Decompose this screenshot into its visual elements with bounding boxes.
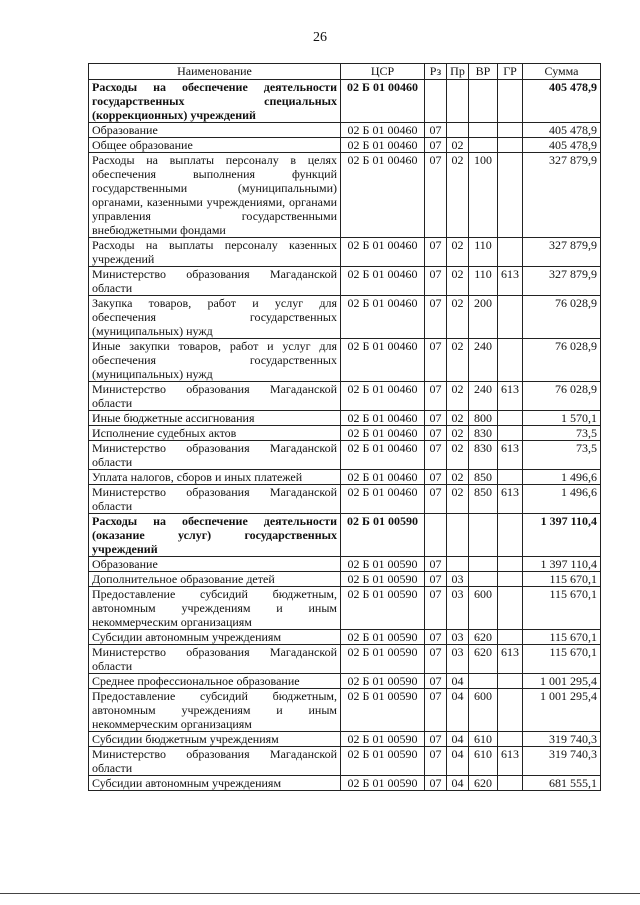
row-pr-cell: 03 <box>447 630 469 645</box>
row-rz-cell: 07 <box>425 645 447 674</box>
row-vr-cell <box>469 674 498 689</box>
row-vr-cell: 610 <box>469 732 498 747</box>
row-gr-cell <box>498 296 523 339</box>
row-name-cell: Министерство образования Магаданской области <box>89 382 341 411</box>
row-gr-cell: 613 <box>498 485 523 514</box>
row-csr-cell: 02 Б 01 00590 <box>341 776 425 791</box>
table-row <box>89 645 601 674</box>
row-name-cell: Среднее профессиональное образование <box>89 674 341 689</box>
row-rz-cell <box>425 514 447 557</box>
row-csr-cell: 02 Б 01 00460 <box>341 267 425 296</box>
row-name-cell: Расходы на выплаты персоналу в целях обеспечения выполнения функций государственными (муниципальными) органами, казенными учреждениями, органами управления государственными внебюджетными фондами <box>89 153 341 238</box>
row-rz-cell: 07 <box>425 674 447 689</box>
row-sum-cell: 405 478,9 <box>523 123 601 138</box>
table-row <box>89 339 601 382</box>
table-row <box>89 572 601 587</box>
row-csr-cell: 02 Б 01 00590 <box>341 514 425 557</box>
row-name-cell: Министерство образования Магаданской области <box>89 267 341 296</box>
row-rz-cell: 07 <box>425 732 447 747</box>
row-csr-cell: 02 Б 01 00590 <box>341 557 425 572</box>
row-name-cell: Иные закупки товаров, работ и услуг для обеспечения государственных (муниципальных) нужд <box>89 339 341 382</box>
row-csr-cell: 02 Б 01 00460 <box>341 485 425 514</box>
row-rz-cell: 07 <box>425 747 447 776</box>
table-row <box>89 441 601 470</box>
table-row <box>89 747 601 776</box>
row-pr-cell <box>447 123 469 138</box>
row-csr-cell: 02 Б 01 00590 <box>341 587 425 630</box>
row-csr-cell: 02 Б 01 00460 <box>341 138 425 153</box>
row-sum-cell: 327 879,9 <box>523 267 601 296</box>
row-name-cell: Министерство образования Магаданской области <box>89 485 341 514</box>
table-row <box>89 267 601 296</box>
row-vr-cell: 600 <box>469 587 498 630</box>
row-gr-cell <box>498 426 523 441</box>
row-pr-cell: 02 <box>447 411 469 426</box>
row-rz-cell: 07 <box>425 153 447 238</box>
row-pr-cell: 03 <box>447 587 469 630</box>
row-name-cell: Иные бюджетные ассигнования <box>89 411 341 426</box>
row-gr-cell: 613 <box>498 382 523 411</box>
row-sum-cell: 319 740,3 <box>523 732 601 747</box>
row-gr-cell: 613 <box>498 267 523 296</box>
row-gr-cell <box>498 572 523 587</box>
row-rz-cell: 07 <box>425 382 447 411</box>
table-body <box>89 80 601 791</box>
row-name-cell: Министерство образования Магаданской области <box>89 441 341 470</box>
row-gr-cell <box>498 238 523 267</box>
row-csr-cell: 02 Б 01 00460 <box>341 238 425 267</box>
table-row <box>89 776 601 791</box>
row-sum-cell: 115 670,1 <box>523 572 601 587</box>
row-vr-cell: 240 <box>469 382 498 411</box>
row-vr-cell: 110 <box>469 238 498 267</box>
row-gr-cell <box>498 339 523 382</box>
row-gr-cell <box>498 470 523 485</box>
table-row <box>89 382 601 411</box>
row-vr-cell: 110 <box>469 267 498 296</box>
table-row <box>89 426 601 441</box>
row-sum-cell: 115 670,1 <box>523 645 601 674</box>
row-csr-cell: 02 Б 01 00460 <box>341 339 425 382</box>
row-rz-cell: 07 <box>425 238 447 267</box>
row-vr-cell: 850 <box>469 485 498 514</box>
row-name-cell: Уплата налогов, сборов и иных платежей <box>89 470 341 485</box>
row-name-cell: Министерство образования Магаданской области <box>89 747 341 776</box>
row-gr-cell <box>498 80 523 123</box>
row-sum-cell: 76 028,9 <box>523 382 601 411</box>
row-pr-cell: 04 <box>447 747 469 776</box>
row-csr-cell: 02 Б 01 00590 <box>341 630 425 645</box>
row-vr-cell <box>469 138 498 153</box>
row-vr-cell <box>469 123 498 138</box>
page-number: 26 <box>313 30 327 45</box>
row-sum-cell: 1 001 295,4 <box>523 674 601 689</box>
row-pr-cell <box>447 557 469 572</box>
row-sum-cell: 319 740,3 <box>523 747 601 776</box>
row-sum-cell: 405 478,9 <box>523 138 601 153</box>
row-vr-cell: 830 <box>469 426 498 441</box>
row-sum-cell: 327 879,9 <box>523 238 601 267</box>
row-name-cell: Субсидии бюджетным учреждениям <box>89 732 341 747</box>
row-sum-cell: 1 397 110,4 <box>523 514 601 557</box>
header-pr: Пр <box>447 64 469 80</box>
table-row <box>89 238 601 267</box>
table-row <box>89 689 601 732</box>
table-row <box>89 296 601 339</box>
row-rz-cell: 07 <box>425 123 447 138</box>
row-gr-cell <box>498 138 523 153</box>
row-pr-cell: 02 <box>447 153 469 238</box>
row-pr-cell: 02 <box>447 339 469 382</box>
row-rz-cell: 07 <box>425 587 447 630</box>
row-name-cell: Министерство образования Магаданской области <box>89 645 341 674</box>
row-sum-cell: 73,5 <box>523 441 601 470</box>
row-pr-cell: 04 <box>447 776 469 791</box>
table-row <box>89 470 601 485</box>
row-csr-cell: 02 Б 01 00460 <box>341 296 425 339</box>
row-csr-cell: 02 Б 01 00590 <box>341 645 425 674</box>
row-sum-cell: 115 670,1 <box>523 630 601 645</box>
table-row <box>89 153 601 238</box>
row-vr-cell <box>469 80 498 123</box>
row-rz-cell: 07 <box>425 138 447 153</box>
row-pr-cell: 02 <box>447 485 469 514</box>
row-csr-cell: 02 Б 01 00590 <box>341 674 425 689</box>
table-row <box>89 411 601 426</box>
row-vr-cell: 620 <box>469 630 498 645</box>
row-rz-cell: 07 <box>425 441 447 470</box>
row-rz-cell <box>425 80 447 123</box>
row-rz-cell: 07 <box>425 296 447 339</box>
row-name-cell: Расходы на обеспечение деятельности (оказание услуг) государственных учреждений <box>89 514 341 557</box>
row-pr-cell <box>447 80 469 123</box>
header-gr: ГР <box>498 64 523 80</box>
header-name: Наименование <box>89 64 341 80</box>
table-row <box>89 80 601 123</box>
row-csr-cell: 02 Б 01 00590 <box>341 572 425 587</box>
row-name-cell: Образование <box>89 123 341 138</box>
table-row <box>89 123 601 138</box>
row-pr-cell: 02 <box>447 382 469 411</box>
row-csr-cell: 02 Б 01 00590 <box>341 689 425 732</box>
row-csr-cell: 02 Б 01 00460 <box>341 411 425 426</box>
row-vr-cell: 610 <box>469 747 498 776</box>
row-vr-cell: 100 <box>469 153 498 238</box>
row-sum-cell: 1 001 295,4 <box>523 689 601 732</box>
row-gr-cell <box>498 630 523 645</box>
row-pr-cell: 04 <box>447 674 469 689</box>
row-name-cell: Предоставление субсидий бюджетным, автономным учреждениям и иным некоммерческим организациям <box>89 689 341 732</box>
row-vr-cell: 830 <box>469 441 498 470</box>
row-name-cell: Субсидии автономным учреждениям <box>89 776 341 791</box>
row-vr-cell <box>469 557 498 572</box>
row-sum-cell: 76 028,9 <box>523 339 601 382</box>
row-name-cell: Расходы на выплаты персоналу казенных учреждений <box>89 238 341 267</box>
row-csr-cell: 02 Б 01 00460 <box>341 382 425 411</box>
row-pr-cell: 02 <box>447 267 469 296</box>
table-row <box>89 557 601 572</box>
row-pr-cell: 04 <box>447 689 469 732</box>
row-rz-cell: 07 <box>425 557 447 572</box>
table-row <box>89 587 601 630</box>
row-rz-cell: 07 <box>425 411 447 426</box>
row-gr-cell <box>498 153 523 238</box>
row-sum-cell: 405 478,9 <box>523 80 601 123</box>
row-gr-cell <box>498 557 523 572</box>
table-row <box>89 732 601 747</box>
row-pr-cell: 03 <box>447 645 469 674</box>
row-name-cell: Образование <box>89 557 341 572</box>
row-gr-cell <box>498 587 523 630</box>
row-gr-cell <box>498 674 523 689</box>
row-vr-cell: 240 <box>469 339 498 382</box>
row-gr-cell: 613 <box>498 747 523 776</box>
row-pr-cell: 02 <box>447 238 469 267</box>
row-csr-cell: 02 Б 01 00460 <box>341 123 425 138</box>
row-gr-cell <box>498 689 523 732</box>
table-row <box>89 485 601 514</box>
row-sum-cell: 76 028,9 <box>523 296 601 339</box>
row-rz-cell: 07 <box>425 426 447 441</box>
row-vr-cell <box>469 572 498 587</box>
row-pr-cell: 02 <box>447 426 469 441</box>
table-row <box>89 138 601 153</box>
row-rz-cell: 07 <box>425 470 447 485</box>
row-pr-cell: 02 <box>447 138 469 153</box>
row-vr-cell: 800 <box>469 411 498 426</box>
page-bottom-divider <box>0 893 640 894</box>
row-sum-cell: 1 570,1 <box>523 411 601 426</box>
row-rz-cell: 07 <box>425 689 447 732</box>
row-csr-cell: 02 Б 01 00590 <box>341 747 425 776</box>
row-csr-cell: 02 Б 01 00460 <box>341 153 425 238</box>
row-csr-cell: 02 Б 01 00460 <box>341 426 425 441</box>
row-gr-cell: 613 <box>498 441 523 470</box>
row-pr-cell: 02 <box>447 296 469 339</box>
header-vr: ВР <box>469 64 498 80</box>
row-gr-cell <box>498 123 523 138</box>
row-gr-cell <box>498 514 523 557</box>
row-gr-cell <box>498 776 523 791</box>
row-name-cell: Общее образование <box>89 138 341 153</box>
row-pr-cell: 02 <box>447 441 469 470</box>
row-rz-cell: 07 <box>425 485 447 514</box>
row-csr-cell: 02 Б 01 00460 <box>341 441 425 470</box>
row-pr-cell: 04 <box>447 732 469 747</box>
row-pr-cell: 02 <box>447 470 469 485</box>
table-row <box>89 514 601 557</box>
row-name-cell: Предоставление субсидий бюджетным, автономным учреждениям и иным некоммерческим организациям <box>89 587 341 630</box>
row-name-cell: Исполнение судебных актов <box>89 426 341 441</box>
row-sum-cell: 115 670,1 <box>523 587 601 630</box>
row-vr-cell: 620 <box>469 776 498 791</box>
row-csr-cell: 02 Б 01 00460 <box>341 80 425 123</box>
row-name-cell: Закупка товаров, работ и услуг для обеспечения государственных (муниципальных) нужд <box>89 296 341 339</box>
row-csr-cell: 02 Б 01 00460 <box>341 470 425 485</box>
header-csr: ЦСР <box>341 64 425 80</box>
budget-table <box>88 63 601 791</box>
row-csr-cell: 02 Б 01 00590 <box>341 732 425 747</box>
row-sum-cell: 681 555,1 <box>523 776 601 791</box>
row-vr-cell <box>469 514 498 557</box>
row-gr-cell: 613 <box>498 645 523 674</box>
row-sum-cell: 1 397 110,4 <box>523 557 601 572</box>
row-vr-cell: 850 <box>469 470 498 485</box>
row-name-cell: Расходы на обеспечение деятельности государственных специальных (коррекционных) учреждений <box>89 80 341 123</box>
row-sum-cell: 327 879,9 <box>523 153 601 238</box>
row-sum-cell: 73,5 <box>523 426 601 441</box>
row-rz-cell: 07 <box>425 630 447 645</box>
row-gr-cell <box>498 732 523 747</box>
row-name-cell: Субсидии автономным учреждениям <box>89 630 341 645</box>
table-header-row <box>89 64 601 80</box>
row-vr-cell: 200 <box>469 296 498 339</box>
header-rz: Рз <box>425 64 447 80</box>
row-pr-cell: 03 <box>447 572 469 587</box>
row-gr-cell <box>498 411 523 426</box>
row-rz-cell: 07 <box>425 267 447 296</box>
row-name-cell: Дополнительное образование детей <box>89 572 341 587</box>
row-vr-cell: 620 <box>469 645 498 674</box>
header-sum: Сумма <box>523 64 601 80</box>
row-rz-cell: 07 <box>425 339 447 382</box>
row-rz-cell: 07 <box>425 572 447 587</box>
row-vr-cell: 600 <box>469 689 498 732</box>
table-row <box>89 674 601 689</box>
row-pr-cell <box>447 514 469 557</box>
table-row <box>89 630 601 645</box>
row-rz-cell: 07 <box>425 776 447 791</box>
row-sum-cell: 1 496,6 <box>523 485 601 514</box>
row-sum-cell: 1 496,6 <box>523 470 601 485</box>
